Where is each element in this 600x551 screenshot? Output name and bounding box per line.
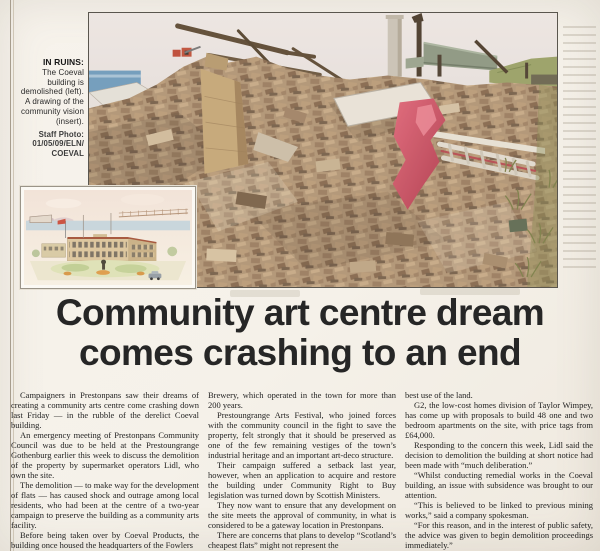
paragraph: Responding to the concern this week, Lidl said the decision to demolition the building at short notice had been made with “much deliberation.” <box>405 440 593 470</box>
paragraph: “This is believed to be linked to previous mining works,” said a company spokesman. <box>405 500 593 520</box>
paragraph: Before being taken over by Coeval Products, the building once housed the headquarters of the Fowlers <box>11 530 199 550</box>
paragraph: The demolition — to make way for the development of flats — has caused shock and outrage among local residents, who had been at the centre of a two-year campaign to preserve the building as a community arts facility. <box>11 480 199 530</box>
paragraph: G2, the low-cost homes division of Taylor Wimpey, has come up with proposals to build 48 one and two bedroom apartments on the site, with price tags from £64,000. <box>405 400 593 440</box>
community-vision-drawing <box>20 186 196 289</box>
headline <box>0 293 600 372</box>
headline-line-2: comes crashing to an end <box>78 331 522 373</box>
paragraph: There are concerns that plans to develop “Scotland’s cheapest flats” might not represent the <box>208 530 396 550</box>
paragraph: Prestoungrange Arts Festival, who joined forces with the community council in the fight to save the property, felt strongly that it should be preserved as one of the few remaining vestiges of the town’s industrial heritage and an important art-deco structure. <box>208 410 396 460</box>
photo-credit: Staff Photo: 01/05/09/ELN/ COEVAL <box>32 129 84 158</box>
paragraph: “For this reason, and in the interest of public safety, the advice was given to begin demolition proceedings immediately.” <box>405 520 593 550</box>
caption-label: IN RUINS: <box>42 57 84 67</box>
paragraph: They now want to ensure that any development on the site meets the approval of community, in what is considered to be a gateway location in Prestonpans. <box>208 500 396 530</box>
paragraph: “Whilst conducting remedial works in the Coeval building, an issue with subsidence was brought to our attention. <box>405 470 593 500</box>
article-column-1 <box>11 390 199 549</box>
ghost-print-right <box>563 20 596 268</box>
article-column-2 <box>208 390 396 549</box>
community-vision-art <box>24 190 192 285</box>
article-body <box>11 390 593 549</box>
paragraph: An emergency meeting of Prestonpans Community Council was due to be held at the Prestoungrange Gothenburg earlier this week to discuss the demolition of the property by supermarket operators Lidl, who own the site. <box>11 430 199 480</box>
caption-body: The Coeval building is demolished (left). A drawing of the community vision (insert). <box>20 67 84 126</box>
headline-line-1: Community art centre dream <box>55 292 545 333</box>
paragraph: best use of the land. <box>405 390 473 400</box>
paragraph: Brewery, which operated in the town for more than 200 years. <box>208 390 396 410</box>
photo-caption <box>14 58 84 158</box>
paragraph: Their campaign suffered a setback last year, however, when an application to acquire and restore the building under Community Right to Buy legislation was turned down by Scottish Ministers. <box>208 460 396 500</box>
paragraph: Campaigners in Prestonpans saw their dreams of creating a community arts centre come crashing down last Friday — in the rubble of the derelict Coeval building. <box>11 390 199 430</box>
article-column-3 <box>405 390 593 549</box>
